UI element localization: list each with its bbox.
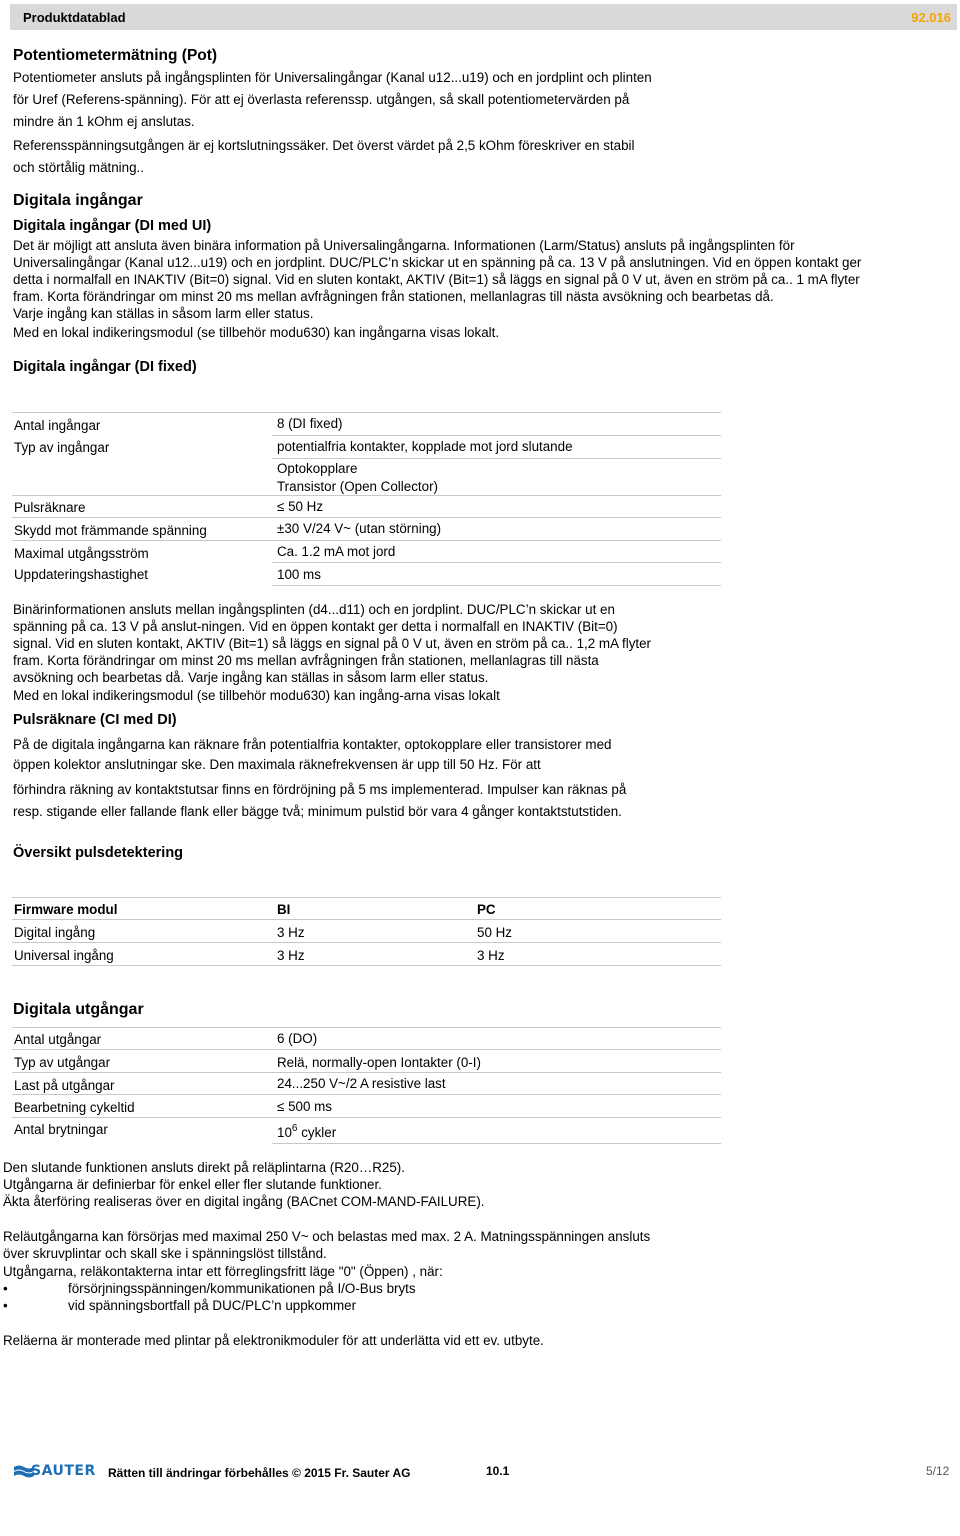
di-line: Universalingångar (Kanal u12...u19) och en jordplint. DUC/PLC’n skickar ut en spänning på ca. 13 V på anslutningen. Vid en öppen kontakt ger xyxy=(13,255,862,270)
pulse-line: öppen kolektor anslutningar ske. Den maximala räknefrekvensen är upp till 50 Hz. För att xyxy=(13,757,541,772)
table-rule xyxy=(12,897,721,898)
logo-text: SAUTER xyxy=(31,1463,96,1479)
difixed-line: spänning på ca. 13 V på anslut-ningen. Vid en öppen kontakt ger detta i normalfall en INAKTIV (Bit=0) xyxy=(13,619,618,634)
overview-header: BI xyxy=(277,902,291,917)
do-line: Äkta återföring realiseras över en digital ingång (BACnet COM-MAND-FAILURE). xyxy=(3,1194,485,1209)
spec-value xyxy=(277,1124,336,1141)
pot-line: mindre än 1 kOhm ej anslutas. xyxy=(13,114,195,129)
spec-label: Maximal utgångsström xyxy=(14,546,149,561)
spec-value-base: 10 xyxy=(277,1125,292,1140)
table-rule xyxy=(12,540,721,541)
overview-cell: 3 Hz xyxy=(277,925,305,940)
footer-version: 10.1 xyxy=(486,1464,510,1478)
table-rule xyxy=(12,1094,721,1095)
spec-value: ≤ 50 Hz xyxy=(277,499,324,514)
table-rule xyxy=(12,1117,721,1118)
bullet-item: • xyxy=(3,1281,8,1296)
spec-value: Ca. 1.2 mA mot jord xyxy=(277,544,396,559)
section-title-pulse: Pulsräknare (CI med DI) xyxy=(13,712,177,728)
do-line: över skruvplintar och skall ske i spänningslöst tillstånd. xyxy=(3,1246,327,1261)
header-bar xyxy=(10,4,957,30)
section-title-overview: Översikt pulsdetektering xyxy=(13,845,184,861)
spec-value: ±30 V/24 V~ (utan störning) xyxy=(277,521,442,536)
table-rule xyxy=(12,517,721,518)
pot-line: för Uref (Referens-spänning). För att ej överlasta referenssp. utgången, så skall potentiometervärden på xyxy=(13,92,630,107)
pulse-line: förhindra räkning av kontaktstutsar finns en fördröjning på 5 ms implementerad. Impulser kan räknas på xyxy=(13,782,627,797)
spec-value: Relä, normally-open Iontakter (0-I) xyxy=(277,1055,481,1070)
spec-label: Skydd mot främmande spänning xyxy=(14,523,207,538)
do-line: Reläutgångarna kan försörjas med maximal 250 V~ och belastas med max. 2 A. Matningsspänningen ansluts xyxy=(3,1229,651,1244)
do-line: Den slutande funktionen ansluts direkt på reläplintarna (R20…R25). xyxy=(3,1160,405,1175)
table-rule xyxy=(12,1072,721,1073)
doc-number: 92.016 xyxy=(911,10,951,25)
do-line: Utgångarna är definierbar för enkel eller fler slutande funktioner. xyxy=(3,1177,382,1192)
pot-line: Referensspänningsutgången är ej kortslutningssäker. Det överst värdet på 2,5 kOhm föreskriver en stabil xyxy=(13,138,635,153)
bullet-item: • xyxy=(3,1298,8,1313)
table-rule xyxy=(12,1027,721,1028)
table-rule xyxy=(12,942,721,943)
pot-line: och störtålig mätning.. xyxy=(13,160,144,175)
section-title-pot: Potentiometermätning (Pot) xyxy=(13,47,218,64)
spec-label: Last på utgångar xyxy=(14,1078,115,1093)
section-title-do: Digitala utgångar xyxy=(13,1001,144,1018)
difixed-line: Med en lokal indikeringsmodul (se tillbehör modu630) kan ingång-arna visas lokalt xyxy=(13,688,500,703)
spec-value: 24...250 V~/2 A resistive last xyxy=(277,1076,446,1091)
difixed-line: signal. Vid en sluten kontakt, AKTIV (Bit=1) så läggs en signal på 0 V ut, även en ström på ca.. 1,2 mA flyter xyxy=(13,636,652,651)
di-line: fram. Korta förändringar om minst 20 ms mellan avfrågningen från stationen, mellanlagras till nästa avsökning och bearbetas då. xyxy=(13,289,774,304)
do-line: Utgångarna, reläkontakterna intar ett förreglingsfritt läge "0" (Öppen) , när: xyxy=(3,1264,443,1279)
section-title-di-fixed: Digitala ingångar (DI fixed) xyxy=(13,359,197,375)
difixed-line: fram. Korta förändringar om minst 20 ms mellan avfrågningen från stationen, mellanlagras till nästa xyxy=(13,653,599,668)
spec-value: potentialfria kontakter, kopplade mot jord slutande xyxy=(277,439,573,454)
overview-cell: Universal ingång xyxy=(14,948,114,963)
spec-label: Antal ingångar xyxy=(14,418,101,433)
table-rule xyxy=(12,919,721,920)
footer-rights: Rätten till ändringar förbehålles © 2015 Fr. Sauter AG xyxy=(108,1466,411,1480)
table-rule xyxy=(272,1143,721,1144)
spec-value: ≤ 500 ms xyxy=(277,1099,332,1114)
table-rule xyxy=(272,585,721,586)
spec-value: 8 (DI fixed) xyxy=(277,416,343,431)
overview-cell: 50 Hz xyxy=(477,925,512,940)
difixed-line: avsökning och bearbetas då. Varje ingång kan ställas in såsom larm eller status. xyxy=(13,670,489,685)
overview-header: Firmware modul xyxy=(14,902,118,917)
do-last-line: Reläerna är monterade med plintar på elektronikmoduler för att underlätta vid ett ev. utbyte. xyxy=(3,1333,544,1348)
spec-value-exponent: 6 xyxy=(291,1123,298,1134)
spec-value-unit: cykler xyxy=(297,1125,337,1140)
di-line: Med en lokal indikeringsmodul (se tillbehör modu630) kan ingångarna visas lokalt. xyxy=(13,325,500,340)
spec-value: 100 ms xyxy=(277,567,321,582)
di-line: Varje ingång kan ställas in såsom larm eller status. xyxy=(13,306,314,321)
spec-label: Bearbetning cykeltid xyxy=(14,1100,135,1115)
spec-label: Uppdateringshastighet xyxy=(14,567,148,582)
overview-header: PC xyxy=(477,902,496,917)
spec-label: Typ av ingångar xyxy=(14,440,110,455)
pot-line: Potentiometer ansluts på ingångsplinten för Universalingångar (Kanal u12...u19) och en jordplint och plinten xyxy=(13,70,652,85)
di-line: detta i normalfall en INAKTIV (Bit=0) signal. Vid en sluten kontakt, AKTIV (Bit=1) så läggs en signal på 0 V ut, även en ström på ca.. 1 mA flyter xyxy=(13,272,860,287)
table-rule xyxy=(12,495,721,496)
spec-value: Transistor (Open Collector) xyxy=(277,479,438,494)
section-title-di: Digitala ingångar xyxy=(13,192,143,209)
bullet-text: vid spänningsbortfall på DUC/PLC’n uppkommer xyxy=(68,1298,357,1313)
overview-cell: 3 Hz xyxy=(277,948,305,963)
table-rule xyxy=(272,435,721,436)
pulse-line: resp. stigande eller fallande flank eller bägge två; minimum pulstid bör vara 4 gånger kontaktstutstiden. xyxy=(13,804,622,819)
spec-label: Antal utgångar xyxy=(14,1032,102,1047)
difixed-line: Binärinformationen ansluts mellan ingångsplinten (d4...d11) och en jordplint. DUC/PLC’n skickar ut en xyxy=(13,602,615,617)
table-rule xyxy=(12,1049,721,1050)
spec-value: 6 (DO) xyxy=(277,1031,318,1046)
table-rule xyxy=(12,965,721,966)
di-line: Det är möjligt att ansluta även binära information på Universalingångarna. Informationen (Larm/Status) ansluts på ingångsplinten för xyxy=(13,238,795,253)
spec-label: Pulsräknare xyxy=(14,500,86,515)
table-rule xyxy=(272,458,721,459)
subsection-title-di-ui: Digitala ingångar (DI med UI) xyxy=(13,218,212,234)
table-rule xyxy=(272,562,721,563)
spec-value: Optokopplare xyxy=(277,461,358,476)
overview-cell: Digital ingång xyxy=(14,925,96,940)
page-number: 5/12 xyxy=(926,1464,950,1478)
spec-label: Antal brytningar xyxy=(14,1122,108,1137)
table-rule xyxy=(12,412,721,413)
pulse-line: På de digitala ingångarna kan räknare från potentialfria kontakter, optokopplare eller transistorer med xyxy=(13,737,612,752)
spec-label: Typ av utgångar xyxy=(14,1055,111,1070)
overview-cell: 3 Hz xyxy=(477,948,505,963)
doc-type: Produktdatablad xyxy=(23,10,126,25)
bullet-text: försörjningsspänningen/kommunikationen på I/O-Bus bryts xyxy=(68,1281,416,1296)
